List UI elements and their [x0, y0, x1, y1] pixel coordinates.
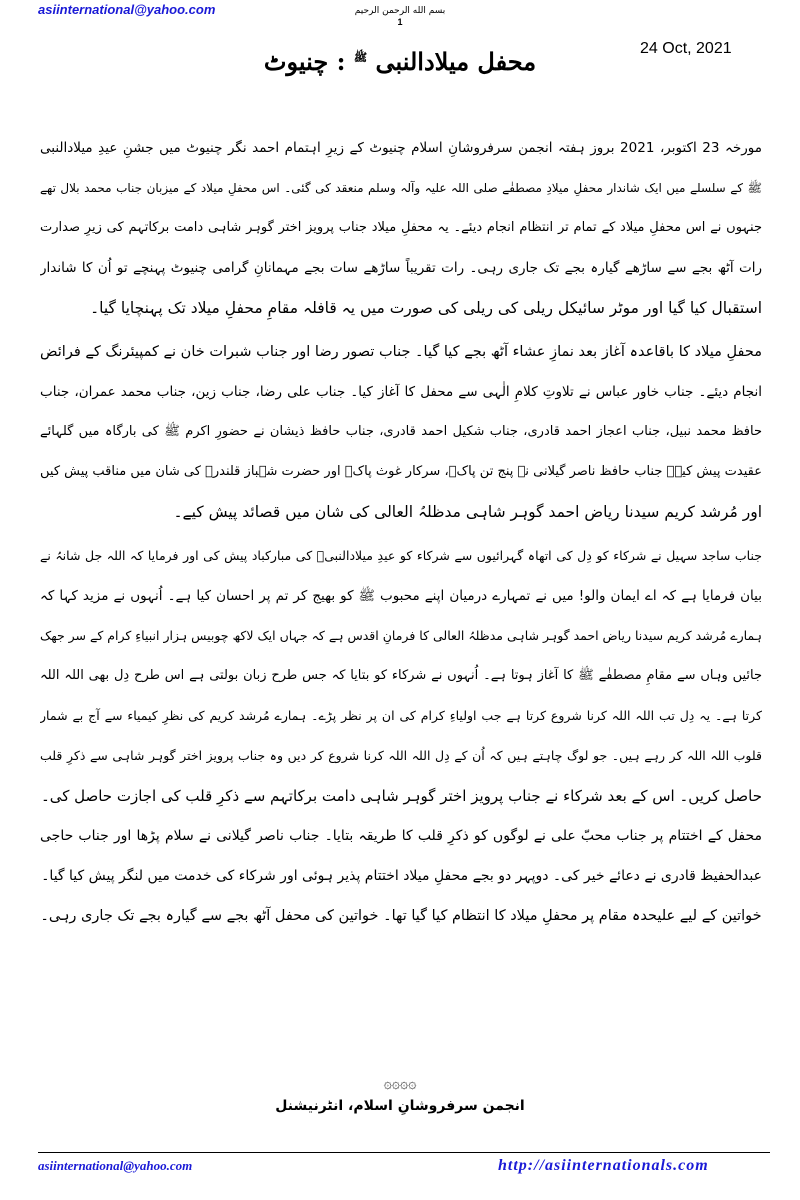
- bismillah-heading: بسم الله الرحمن الرحیم: [354, 6, 446, 16]
- body-line: مورخہ 23 اکتوبر، 2021 بروز ہفتہ انجمن سرفروشانِ اسلام چنیوٹ کے زیرِ اہتمام احمد نگر چنیوٹ میں جشنِ عیدِ میلادالنبی: [40, 140, 762, 156]
- body-line: قلوب اللہ اللہ کر رہے ہیں۔ جو لوگ چاہتے ہیں کہ اُن کے دِل اللہ اللہ کرنا شروع کر دیں وہ جناب پرویز اختر گوہر شاہی سے ذکرِ قلب: [40, 748, 762, 763]
- body-line: جائیں وہاں سے مقامِ مصطفٰے ﷺ کا آغاز ہوتا ہے۔ اُنہوں نے شرکاء کو بتایا کہ جس طرح زبان بولتی ہے اس طرح دِل بھی اللہ اللہ: [40, 668, 762, 683]
- body-line: کرتا ہے۔ یہ دِل تب اللہ اللہ کرنا شروع کرتا ہے جب اولیاءِ کرام کی ان پر نظر پڑے۔ ہمارے مُرشد کریم کی نظرِ کیمیاء سے آج بے شمار: [40, 708, 762, 723]
- footer-website-link[interactable]: http://asiinternationals.com: [498, 1157, 709, 1174]
- page-number: 1: [397, 17, 403, 27]
- footer-email-link[interactable]: asiinternational@yahoo.com: [38, 1158, 193, 1173]
- footer-divider: [38, 1152, 770, 1153]
- body-line: محفل کے اختتام پر جناب محبّ علی نے لوگوں کو ذکرِ قلب کا طریقہ بتایا۔ جناب ناصر گیلانی نے سلام پڑھا اور جناب حاجی: [40, 828, 762, 844]
- body-line: خواتین کے لیے علیحدہ مقام پر محفلِ میلاد کا انتظام کیا گیا تھا۔ خواتین کی محفل آٹھ بجے سے گیارہ بجے تک جاری رہی۔: [40, 908, 762, 924]
- body-line: بیان فرمایا ہے کہ اے ایمان والو! میں نے تمہارے درمیان اپنے محبوب ﷺ کو بھیج کر تم پر احسان کیا ہے۔ اُنہوں نے مزید کہا کہ: [40, 588, 762, 604]
- body-line: اور مُرشد کریم سیدنا ریاض احمد گوہر شاہی مدظلہُ العالی کی شان میں قصائد پیش کیے۔: [173, 503, 762, 521]
- ornament-separator: ۞۞۞۞: [383, 1076, 417, 1092]
- body-line: جناب ساجد سہیل نے شرکاء کو دِل کی اتھاہ گہرائیوں سے شرکاء کو عیدِ میلادالنبیؐ کی مبارکباد پیش کی اور فرمایا کہ اللہ جل شانہُ نے: [40, 548, 762, 563]
- title-main: محفل میلادالنبی: [375, 47, 537, 76]
- article-body: [40, 128, 762, 936]
- body-line: رات آٹھ بجے سے ساڑھے گیارہ بجے تک جاری رہی۔ رات تقریباً ساڑھے سات بجے مہمانانِ گرامی چنیوٹ پہنچے تو اُن کا شاندار: [40, 260, 762, 276]
- body-line: حافظ محمد نبیل، جناب اعجاز احمد قادری، جناب شکیل احمد قادری، جناب حافظ ذیشان نے حضورِ اکرم ﷺ کی بارگاہ میں گلہائے: [40, 424, 762, 439]
- body-line: استقبال کیا گیا اور موٹر سائیکل ریلی کی ریلی کی صورت میں یہ قافلہ مقامِ محفلِ میلاد تک پہنچایا گیا۔: [90, 299, 762, 317]
- title-place: : چنیوٹ: [263, 47, 346, 76]
- body-line: حاصل کریں۔ اس کے بعد شرکاء نے جناب پرویز اختر گوہر شاہی دامت برکاتہم سے ذکرِ قلب کی اجازت حاصل کی۔: [40, 787, 762, 805]
- organization-name: انجمن سرفروشانِ اسلام، انٹرنیشنل: [275, 1098, 525, 1114]
- body-line: عقیدت پیش کیے۔ جناب حافظ ناصر گیلانی نے پنج تن پاکؑ، سرکار غوث پاکؓ اور حضرت شہباز قلندرؒ کی شان میں مناقب پیش کیں: [40, 464, 762, 479]
- body-line: ہمارے مُرشد کریم سیدنا ریاض احمد گوہر شاہی مدظلہُ العالی کا فرمانِ اقدس ہے کہ جہاں ایک لاکھ چوبیس ہزار انبیاءِ کرام کے سر جھک: [40, 628, 762, 643]
- body-line: ﷺ کے سلسلے میں ایک شاندار محفلِ میلادِ مصطفٰے صلی اللہ علیہ وآلہ وسلم منعقد کی گئی۔ اس محفلِ میلاد کے میزبان جناب محمد بلال تھے: [40, 181, 762, 195]
- body-line: محفلِ میلاد کا باقاعدہ آغاز بعد نمازِ عشاء آٹھ بجے کیا گیا۔ جناب تصور رضا اور جناب شبرات خان نے کمپیئرنگ کے فرائض: [40, 344, 762, 360]
- salawat-glyph: ﷺ: [353, 51, 368, 64]
- article-date: 24 Oct, 2021: [640, 40, 732, 57]
- article-title: [200, 38, 600, 82]
- body-line: عبدالحفیظ قادری نے دعائے خیر کی۔ دوپہر دو بجے محفلِ میلاد اختتام پذیر ہوئی اور شرکاء کی خدمت میں لنگر پیش کیا گیا۔: [41, 868, 762, 884]
- header-email-link[interactable]: asiinternational@yahoo.com: [38, 2, 216, 17]
- body-line: جنہوں نے اس محفلِ میلاد کے تمام تر انتظام انجام دیئے۔ یہ محفلِ میلاد جناب پرویز اختر گوہر شاہی دامت برکاتہم کی زیرِ صدارت: [40, 220, 762, 235]
- body-line: انجام دیئے۔ جناب خاور عباس نے تلاوتِ کلامِ الٰہی سے محفل کا آغاز کیا۔ جناب علی رضا، جناب زین، جناب محمد عمران، جناب: [40, 384, 762, 400]
